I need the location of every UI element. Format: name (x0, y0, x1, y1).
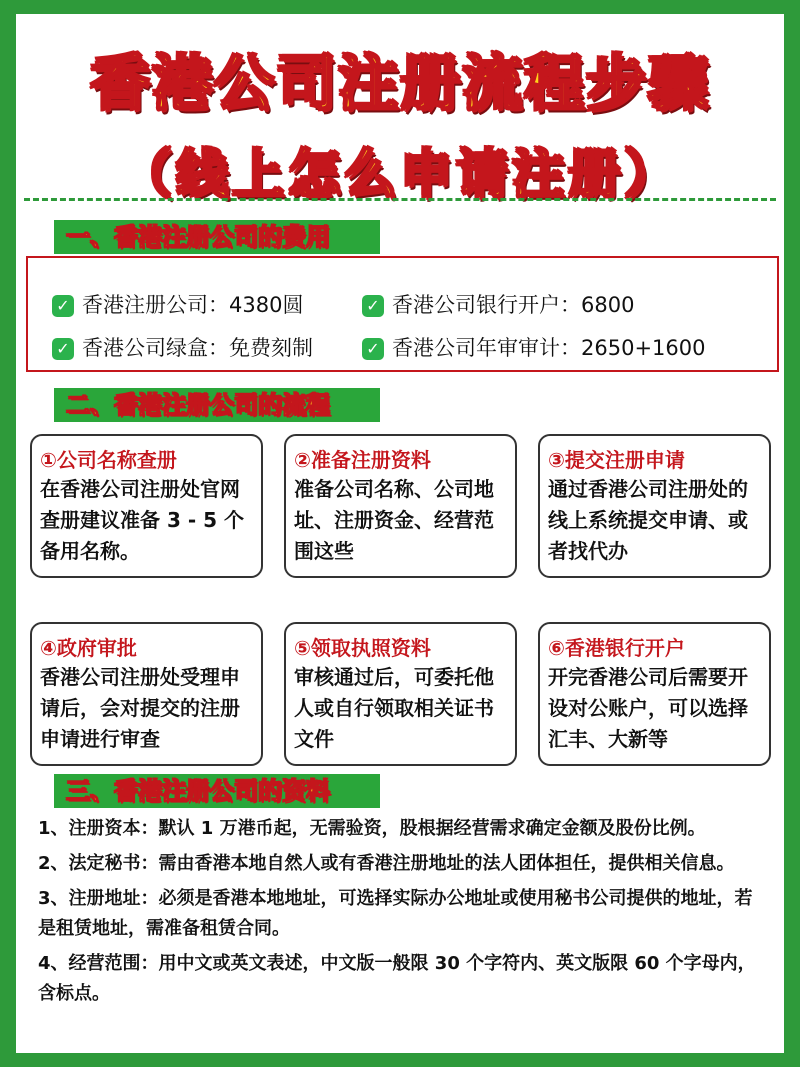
step-card-1 (30, 434, 263, 578)
fees-box (26, 256, 779, 372)
step-title: ①公司名称查册 (40, 448, 177, 472)
document-item: 4、经营范围：用中文或英文表述，中文版一般限 30 个字符内、英文版限 60 个字母内，含标点。 (38, 953, 756, 1004)
subtitle: （线上怎么申请注册） (119, 145, 680, 205)
step-title: ⑤领取执照资料 (294, 636, 431, 660)
checkmark-icon: ✓ (52, 338, 74, 360)
step-card-4 (30, 622, 263, 766)
step-title: ②准备注册资料 (294, 448, 431, 472)
step-card-2 (284, 434, 517, 578)
step-body: 准备公司名称、公司地址、注册资金、经营范围这些 (294, 477, 494, 563)
document-item: 3、注册地址：必须是香港本地地址，可选择实际办公地址或使用秘书公司提供的地址，若是租赁地址，需准备租赁合同。 (38, 888, 753, 939)
fee-item-text: 香港公司绿盒：免费刻制 (82, 336, 313, 360)
step-body: 通过香港公司注册处的线上系统提交申请、或者找代办 (548, 477, 748, 563)
poster-page (16, 14, 784, 1053)
checkmark-icon: ✓ (52, 295, 74, 317)
fee-item-text: 香港注册公司：4380圆 (82, 293, 304, 317)
fee-item (362, 333, 705, 363)
process-heading: 二、香港注册公司的流程 (54, 388, 380, 422)
fees-heading: 一、香港注册公司的费用 (54, 220, 380, 254)
step-body: 审核通过后，可委托他人或自行领取相关证书文件 (294, 665, 494, 751)
step-title: ④政府审批 (40, 636, 137, 660)
step-body: 开完香港公司后需要开设对公账户，可以选择汇丰、大新等 (548, 665, 748, 751)
step-card-5 (284, 622, 517, 766)
documents-heading: 三、香港注册公司的资料 (54, 774, 380, 808)
step-card-3 (538, 434, 771, 578)
fee-item-text: 香港公司年审审计：2650+1600 (392, 336, 706, 360)
document-item: 1、注册资本：默认 1 万港币起，无需验资，股根据经营需求确定金额及股份比例。 (38, 818, 706, 839)
step-body: 香港公司注册处受理申请后，会对提交的注册申请进行审查 (40, 665, 240, 751)
step-title: ③提交注册申请 (548, 448, 685, 472)
step-title: ⑥香港银行开户 (548, 636, 685, 660)
document-item: 2、法定秘书：需由香港本地自然人或有香港注册地址的法人团体担任，提供相关信息。 (38, 853, 735, 874)
step-card-6 (538, 622, 771, 766)
checkmark-icon: ✓ (362, 295, 384, 317)
fee-item (52, 333, 313, 363)
fee-item-text: 香港公司银行开户：6800 (392, 293, 635, 317)
step-body: 在香港公司注册处官网查册建议准备 3 - 5 个备用名称。 (40, 477, 244, 563)
main-title: 香港公司注册流程步骤 (90, 49, 710, 119)
documents-list (38, 814, 766, 1014)
fee-item (52, 290, 303, 320)
checkmark-icon: ✓ (362, 338, 384, 360)
dashed-divider (24, 198, 776, 201)
fee-item (362, 290, 634, 320)
